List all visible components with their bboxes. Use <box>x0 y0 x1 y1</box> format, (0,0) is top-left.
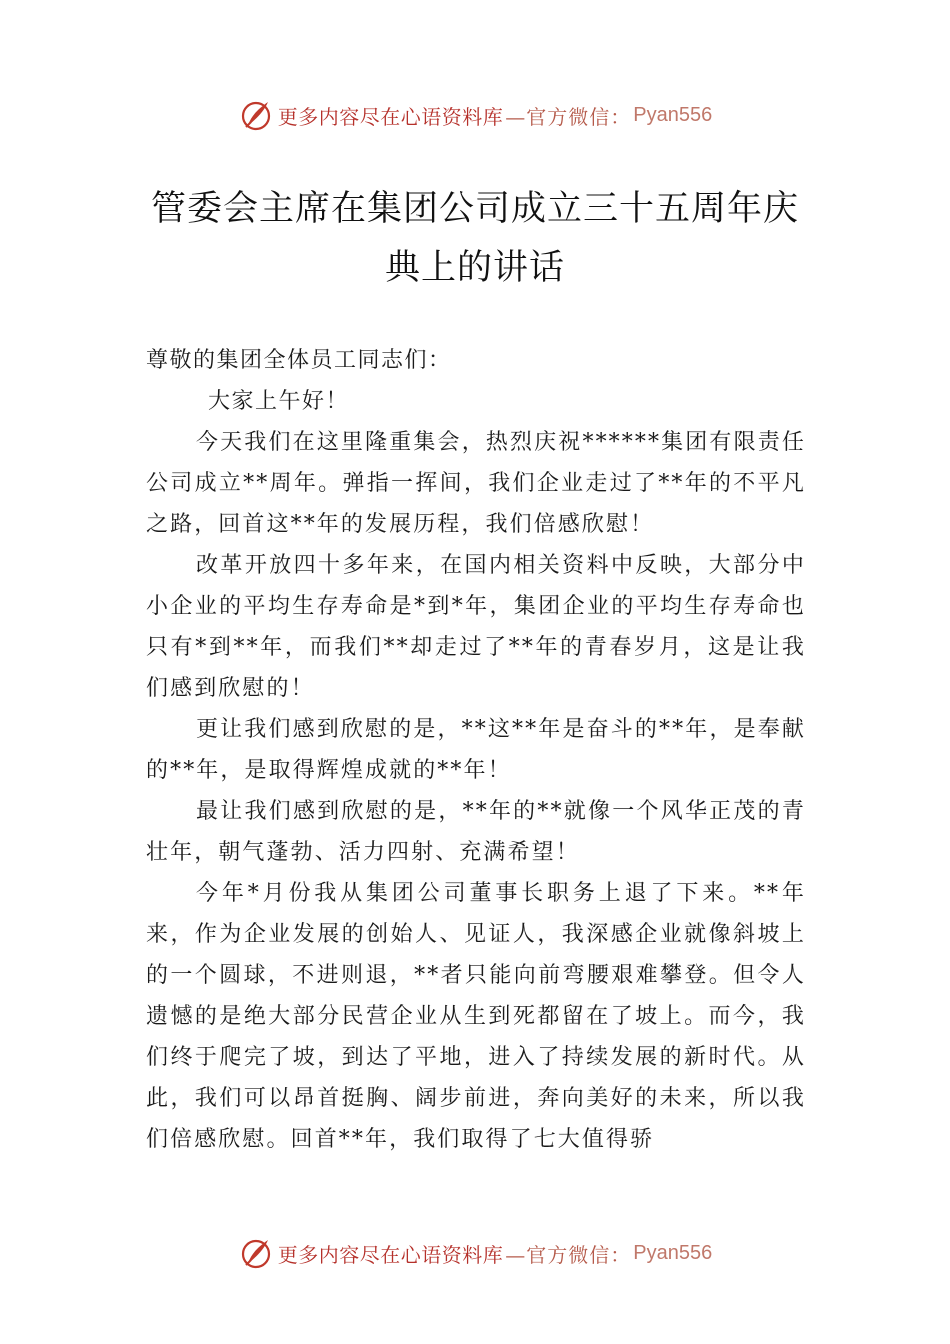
title-line-2: 典上的讲话 <box>384 248 565 288</box>
title-line-1: 管委会主席在集团公司成立三十五周年庆 <box>150 189 799 229</box>
banner-title: 更多内容尽在心语资料库 <box>277 104 504 129</box>
paragraph-3: 更让我们感到欣慰的是，**这**年是奋斗的**年，是奉献的**年，是取得辉煌成就的**年！ <box>146 717 806 783</box>
footer-banner-wechat-label: —官方微信： <box>505 1242 632 1267</box>
quill-logo-icon <box>238 1235 274 1271</box>
document-title <box>120 180 830 298</box>
quill-logo-icon <box>238 97 274 133</box>
paragraph-4: 最让我们感到欣慰的是，**年的**就像一个风华正茂的青壮年，朝气蓬勃、活力四射、充满希望！ <box>146 799 806 865</box>
salutation: 尊敬的集团全体员工同志们： <box>146 348 452 373</box>
paragraph-2: 改革开放四十多年来，在国内相关资料中反映，大部分中小企业的平均生存寿命是*到*年，集团企业的平均生存寿命也只有*到**年，而我们**却走过了**年的青春岁月，这是让我们感到欣慰的！ <box>146 553 806 701</box>
footer-banner-title: 更多内容尽在心语资料库 <box>277 1242 504 1267</box>
paragraph-1: 今天我们在这里隆重集会，热烈庆祝******集团有限责任公司成立**周年。弹指一挥间，我们企业走过了**年的不平凡之路，回首这**年的发展历程，我们倍感欣慰！ <box>146 430 806 537</box>
header-banner <box>0 95 950 135</box>
banner-wechat-label: —官方微信： <box>505 104 632 129</box>
banner-wechat-id: Pyan556 <box>633 103 713 126</box>
footer-banner <box>0 1233 950 1273</box>
greeting: 大家上午好！ <box>208 389 350 414</box>
footer-banner-wechat-id: Pyan556 <box>633 1241 713 1264</box>
paragraph-5: 今年*月份我从集团公司董事长职务上退了下来。**年来，作为企业发展的创始人、见证人，我深感企业就像斜坡上的一个圆球，不进则退，**者只能向前弯腰艰难攀登。但令人遗憾的是绝大部分民营企业从生到死都留在了坡上。而今，我们终于爬完了坡，到达了平地，进入了持续发展的新时代。从此，我们可以昂首挺胸、阔步前进，奔向美好的未来，所以我们倍感欣慰。回首**年，我们取得了七大值得骄 <box>146 881 806 1152</box>
document-body <box>146 340 806 1160</box>
